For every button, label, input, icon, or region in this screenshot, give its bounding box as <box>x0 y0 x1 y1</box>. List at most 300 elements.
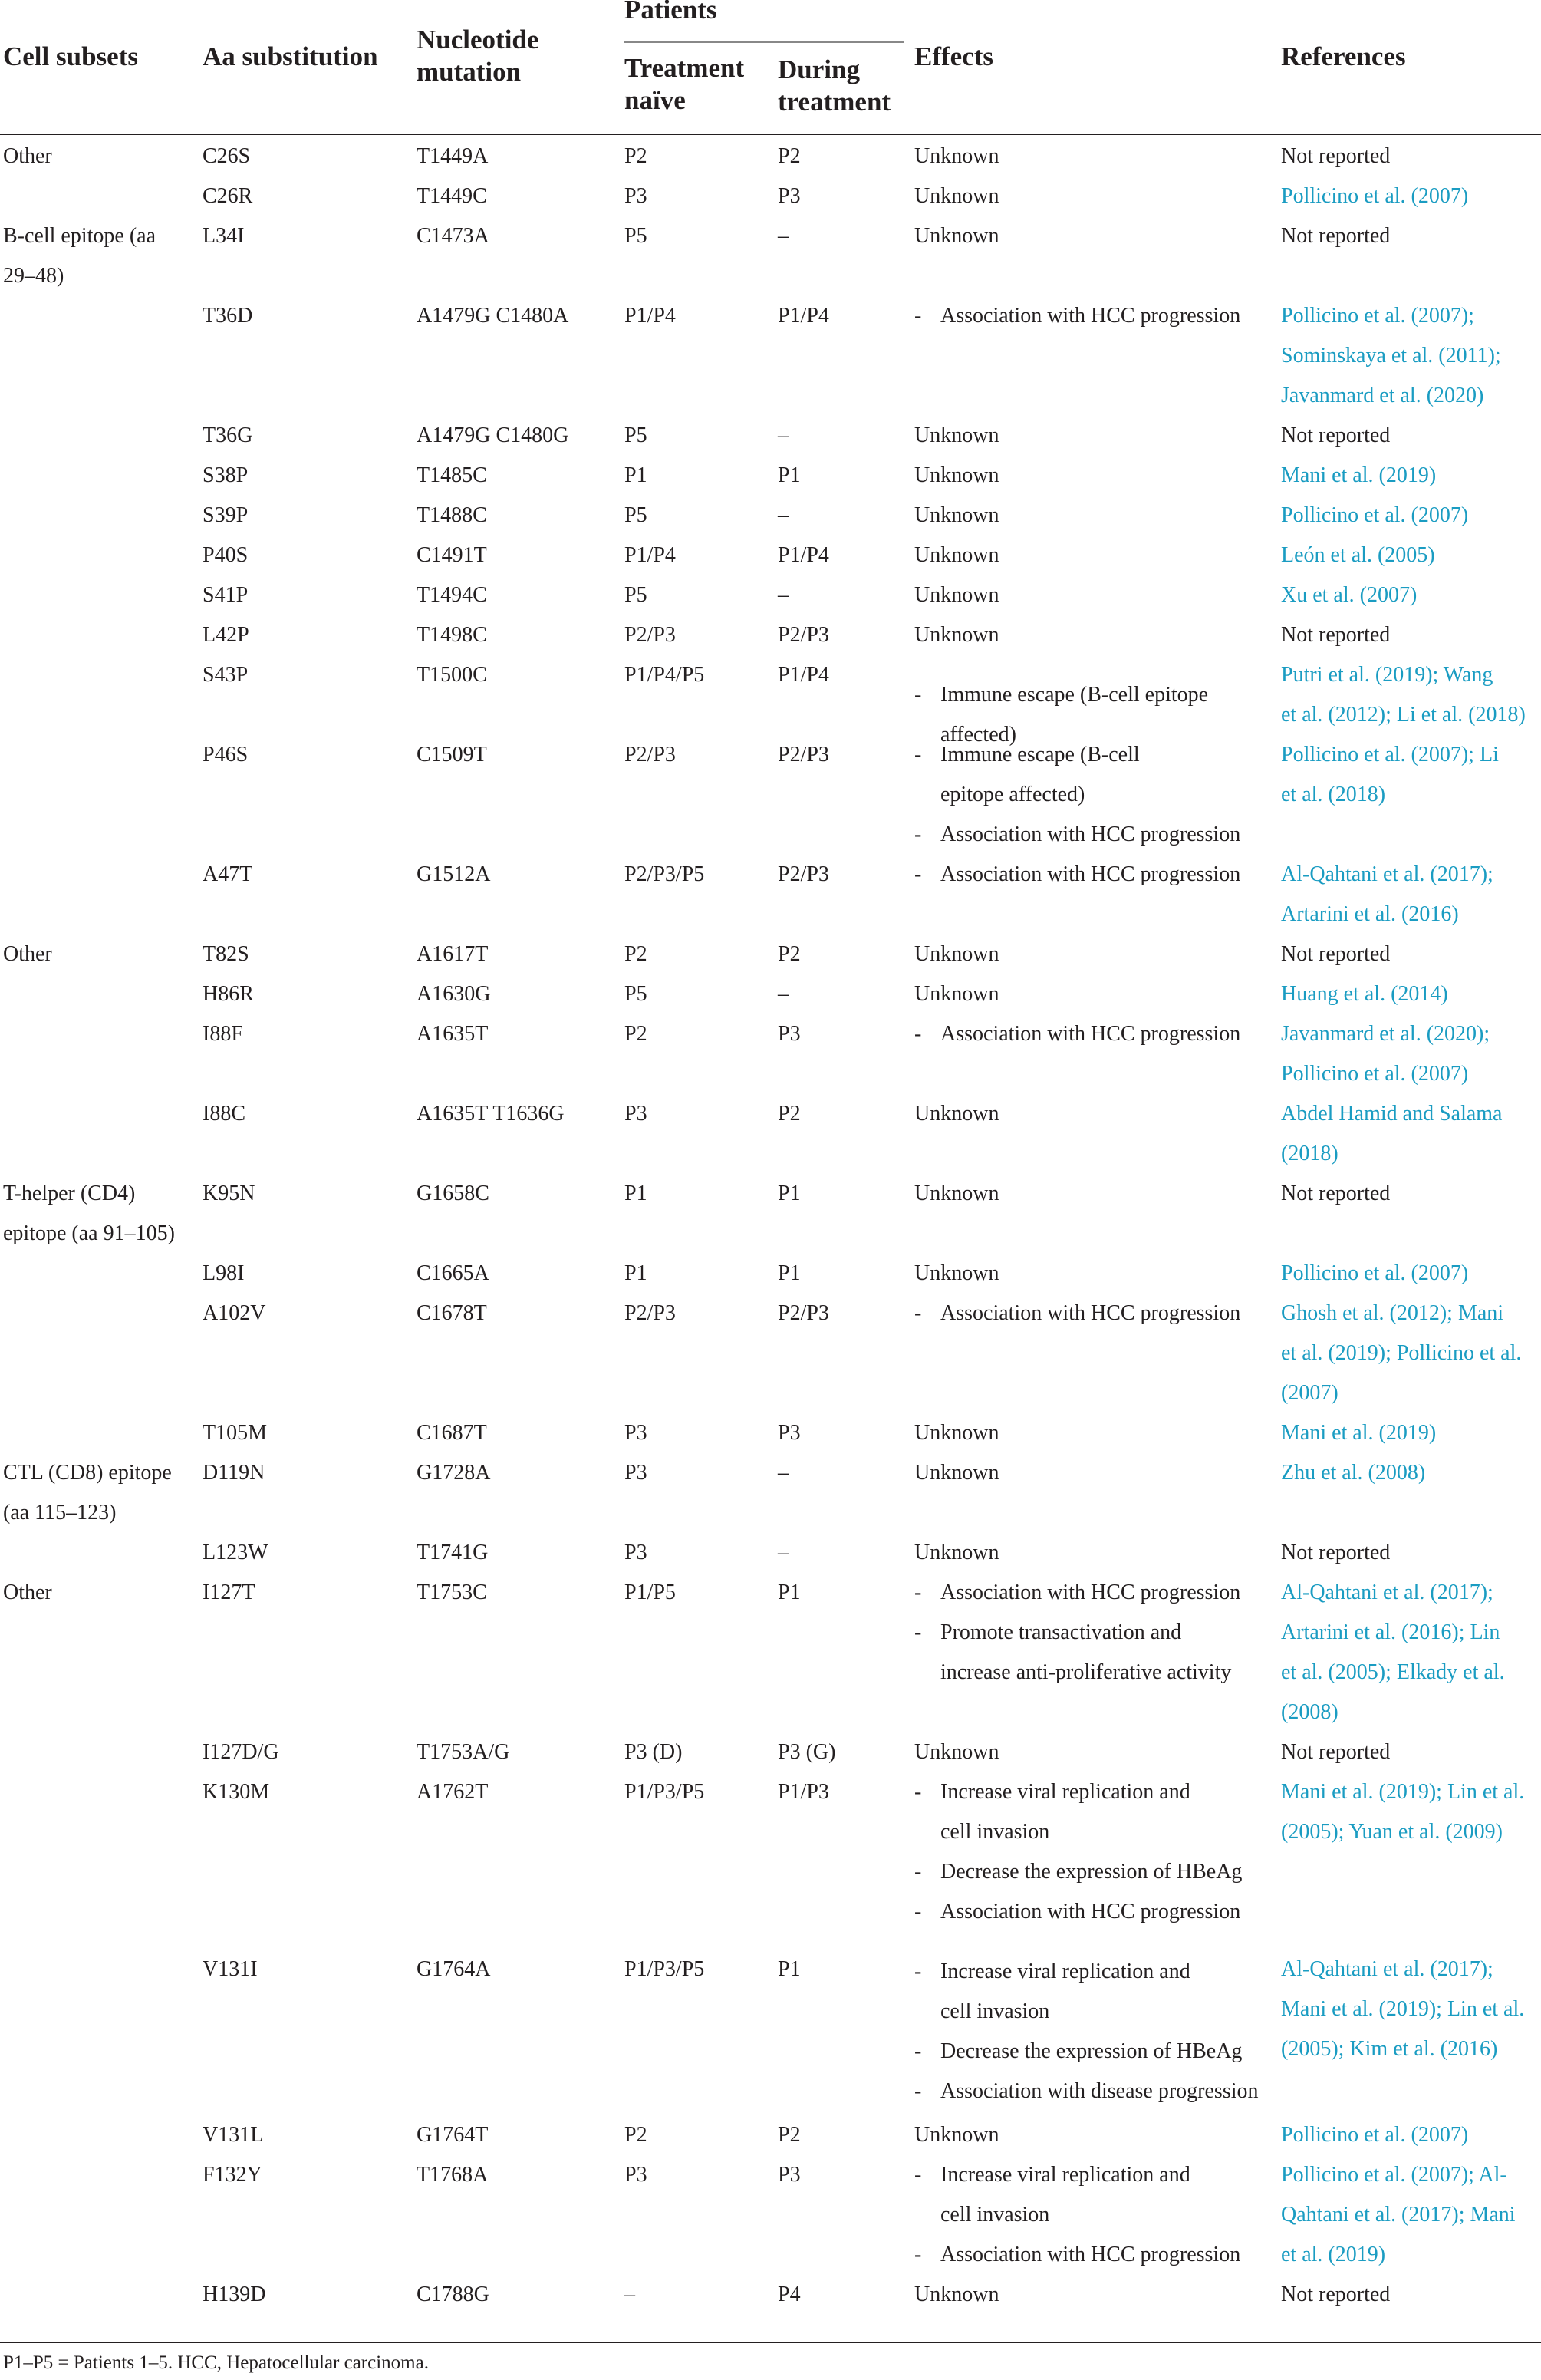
table-row <box>0 1413 1541 1453</box>
effect-item <box>914 855 1275 895</box>
reference-link[interactable]: Mani et al. (2019); Lin et al. <box>1281 1997 1525 2022</box>
cell-aa-substitution: L123W <box>203 1541 268 1564</box>
reference-text: Not reported <box>1281 942 1391 966</box>
cell-effects <box>914 176 1275 216</box>
cell-subset <box>3 935 195 974</box>
effect-bullet: - <box>914 1780 922 1804</box>
cell-treatment-naive: P1 <box>624 1182 647 1205</box>
effect-item-text: increase anti-proliferative activity <box>940 1660 1232 1684</box>
cell-effects <box>914 855 1275 895</box>
cell-references <box>1281 176 1538 216</box>
effect-item <box>914 296 1275 336</box>
cell-references <box>1281 1772 1538 1852</box>
cell-effects <box>914 1174 1275 1214</box>
cell-aa-substitution: L98I <box>203 1261 245 1285</box>
cell-aa-substitution: D119N <box>203 1461 265 1485</box>
reference-text: Not reported <box>1281 1182 1391 1205</box>
effect-text: Unknown <box>914 942 999 966</box>
table-bottom-rule <box>0 2342 1541 2343</box>
table-row <box>0 1573 1541 1732</box>
cell-effects <box>914 1772 1275 1932</box>
reference-text: Not reported <box>1281 144 1391 168</box>
effect-item <box>914 815 1275 855</box>
cell-effects <box>914 456 1275 496</box>
cell-nucleotide-mutation: T1494C <box>417 583 487 607</box>
reference-link[interactable]: Pollicino et al. (2007) <box>1281 2123 1469 2148</box>
reference-link[interactable]: Pollicino et al. (2007); Al- <box>1281 2163 1507 2187</box>
effect-item <box>914 1772 1275 1852</box>
cell-aa-substitution: S38P <box>203 463 249 487</box>
cell-nucleotide-mutation: T1768A <box>417 2163 489 2187</box>
cell-aa-substitution: C26S <box>203 144 251 168</box>
effect-bullet: - <box>914 1620 922 1644</box>
cell-aa-substitution: I88C <box>203 1102 245 1126</box>
cell-during-treatment: P2/P3 <box>778 1301 829 1325</box>
effect-bullet: - <box>914 1022 922 1046</box>
effect-bullet: - <box>914 862 922 886</box>
table-footnote: P1–P5 = Patients 1–5. HCC, Hepatocellular carcinoma. <box>3 2352 429 2373</box>
cell-references <box>1281 137 1538 176</box>
effect-item-text: Association with HCC progression <box>940 2243 1241 2267</box>
reference-link[interactable]: Pollicino et al. (2007); Li <box>1281 743 1499 766</box>
cell-effects <box>914 1533 1275 1573</box>
effect-item-text: Promote transactivation and <box>940 1620 1182 1644</box>
cell-nucleotide-mutation: C1678T <box>417 1301 487 1325</box>
cell-references <box>1281 216 1538 256</box>
cell-treatment-naive: P2 <box>624 1022 647 1046</box>
reference-link[interactable]: Zhu et al. (2008) <box>1281 1461 1426 1485</box>
effect-text: Unknown <box>914 224 999 248</box>
effect-item <box>914 1852 1275 1892</box>
patients-divider <box>624 41 904 43</box>
reference-link[interactable]: Sominskaya et al. (2011); <box>1281 344 1501 368</box>
cell-references <box>1281 416 1538 456</box>
reference-link[interactable]: Putri et al. (2019); Wang <box>1281 663 1493 687</box>
cell-references <box>1281 1573 1538 1732</box>
cell-during-treatment: P3 <box>778 1022 801 1046</box>
cell-nucleotide-mutation: G1764T <box>417 2123 489 2148</box>
cell-references <box>1281 1094 1538 1174</box>
reference-link[interactable]: Mani et al. (2019); Lin et al. <box>1281 1780 1525 1804</box>
header-references: References <box>1281 41 1406 71</box>
cell-treatment-naive: P3 <box>624 1421 647 1445</box>
cell-treatment-naive: P5 <box>624 583 647 607</box>
reference-link[interactable]: Pollicino et al. (2007) <box>1281 503 1469 527</box>
cell-nucleotide-mutation: A1635T <box>417 1022 489 1046</box>
effect-text: Unknown <box>914 1541 999 1564</box>
reference-text: Not reported <box>1281 623 1391 647</box>
cell-effects <box>914 1413 1275 1453</box>
cell-references <box>1281 615 1538 655</box>
reference-link[interactable]: et al. (2012); Li et al. (2018) <box>1281 703 1526 727</box>
cell-effects <box>914 2115 1275 2155</box>
table-row <box>0 496 1541 536</box>
effect-bullet: - <box>914 1860 922 1884</box>
table-row <box>0 575 1541 615</box>
table-row <box>0 1772 1541 1950</box>
cell-subset <box>3 1573 195 1613</box>
effect-item <box>914 2032 1275 2072</box>
cell-during-treatment: – <box>778 424 789 447</box>
table-row <box>0 1950 1541 2115</box>
table-row <box>0 655 1541 747</box>
cell-effects <box>914 1094 1275 1134</box>
cell-references <box>1281 655 1538 735</box>
cell-during-treatment: – <box>778 224 789 248</box>
effect-item <box>914 1892 1275 1932</box>
header-during-treatment-1: During <box>778 54 860 84</box>
cell-treatment-naive: P3 <box>624 2163 647 2187</box>
cell-treatment-naive: P1 <box>624 1261 647 1285</box>
cell-nucleotide-mutation: T1500C <box>417 663 487 687</box>
table-row <box>0 1294 1541 1413</box>
cell-nucleotide-mutation: G1512A <box>417 862 491 886</box>
cell-effects <box>914 935 1275 974</box>
cell-effects <box>914 1294 1275 1333</box>
cell-aa-substitution: V131L <box>203 2123 264 2148</box>
cell-aa-substitution: I88F <box>203 1022 243 1046</box>
reference-link[interactable]: Javanmard et al. (2020) <box>1281 384 1484 407</box>
table-row <box>0 416 1541 456</box>
header-patients: Patients <box>624 0 717 25</box>
cell-aa-substitution: K130M <box>203 1780 270 1804</box>
cell-treatment-naive: P3 <box>624 1461 647 1485</box>
cell-treatment-naive: P5 <box>624 224 647 248</box>
cell-effects <box>914 1254 1275 1294</box>
cell-during-treatment: P3 <box>778 1421 801 1445</box>
effect-bullet: - <box>914 1301 922 1325</box>
cell-effects <box>914 575 1275 615</box>
reference-text: Not reported <box>1281 1541 1391 1564</box>
reference-link[interactable]: et al. (2019) <box>1281 2243 1386 2267</box>
effect-bullet: - <box>914 1900 922 1923</box>
effect-item <box>914 2155 1275 2235</box>
cell-effects <box>914 2275 1275 2315</box>
effect-text: Unknown <box>914 623 999 647</box>
cell-aa-substitution: I127T <box>203 1581 255 1604</box>
cell-during-treatment: P2/P3 <box>778 743 829 766</box>
cell-subset <box>3 137 195 176</box>
cell-during-treatment: P1/P4 <box>778 543 829 567</box>
cell-references <box>1281 974 1538 1014</box>
cell-effects <box>914 296 1275 336</box>
cell-references <box>1281 1732 1538 1772</box>
cell-references <box>1281 1294 1538 1413</box>
cell-during-treatment: P1/P3 <box>778 1780 829 1804</box>
cell-effects <box>914 1453 1275 1493</box>
cell-subset-line: (aa 115–123) <box>3 1501 117 1525</box>
table-row <box>0 1254 1541 1294</box>
effect-item-text: Immune escape (B-cell epitope <box>940 683 1209 707</box>
reference-link[interactable]: Artarini et al. (2016) <box>1281 902 1459 926</box>
cell-references <box>1281 1413 1538 1453</box>
cell-subset-line: Other <box>3 144 52 168</box>
cell-references <box>1281 1950 1538 2069</box>
cell-during-treatment: P1 <box>778 1581 801 1604</box>
cell-during-treatment: P2 <box>778 144 801 168</box>
cell-effects <box>914 1732 1275 1772</box>
cell-subset-line: Other <box>3 1581 52 1604</box>
cell-during-treatment: P2 <box>778 2123 801 2148</box>
cell-aa-substitution: A47T <box>203 862 253 886</box>
effect-bullet: - <box>914 2243 922 2267</box>
reference-link[interactable]: (2005); Yuan et al. (2009) <box>1281 1820 1503 1844</box>
cell-aa-substitution: S41P <box>203 583 249 607</box>
reference-link[interactable]: (2008) <box>1281 1700 1338 1724</box>
cell-treatment-naive: P3 <box>624 184 647 208</box>
reference-text: Not reported <box>1281 224 1391 248</box>
cell-nucleotide-mutation: A1762T <box>417 1780 489 1804</box>
cell-treatment-naive: P3 <box>624 1541 647 1564</box>
cell-references <box>1281 456 1538 496</box>
cell-during-treatment: P3 <box>778 2163 801 2187</box>
cell-treatment-naive: – <box>624 2283 635 2307</box>
effect-item-text: Increase viral replication and <box>940 1780 1190 1804</box>
cell-during-treatment: P1 <box>778 1957 801 1982</box>
reference-link[interactable]: Qahtani et al. (2017); Mani <box>1281 2203 1516 2227</box>
cell-subset <box>3 1453 195 1533</box>
cell-references <box>1281 1174 1538 1214</box>
cell-nucleotide-mutation: A1635T T1636G <box>417 1102 565 1126</box>
cell-references <box>1281 855 1538 935</box>
header-treatment-naive-2: naïve <box>624 85 686 115</box>
cell-during-treatment: P1/P4 <box>778 304 829 328</box>
cell-effects <box>914 735 1275 855</box>
effect-item-text: affected) <box>940 723 1016 747</box>
cell-effects <box>914 1952 1275 2111</box>
effect-text: Unknown <box>914 1182 999 1205</box>
effect-bullet: - <box>914 683 922 707</box>
reference-link[interactable]: (2018) <box>1281 1142 1338 1165</box>
cell-references <box>1281 536 1538 575</box>
cell-treatment-naive: P2/P3 <box>624 1301 676 1325</box>
table-row <box>0 855 1541 935</box>
effect-text: Unknown <box>914 1461 999 1485</box>
cell-treatment-naive: P3 (D) <box>624 1740 683 1764</box>
effect-item <box>914 1952 1275 2032</box>
reference-link[interactable]: Huang et al. (2014) <box>1281 982 1448 1006</box>
cell-during-treatment: P1 <box>778 1261 801 1285</box>
reference-link[interactable]: Pollicino et al. (2007) <box>1281 1062 1469 1086</box>
effect-text: Unknown <box>914 1740 999 1764</box>
effect-text: Unknown <box>914 2123 999 2148</box>
reference-text: Not reported <box>1281 1740 1391 1764</box>
effect-text: Unknown <box>914 1102 999 1126</box>
cell-aa-substitution: H86R <box>203 982 254 1006</box>
reference-link[interactable]: Al-Qahtani et al. (2017); <box>1281 1957 1493 1982</box>
cell-effects <box>914 137 1275 176</box>
cell-references <box>1281 575 1538 615</box>
table-row <box>0 974 1541 1014</box>
cell-references <box>1281 935 1538 974</box>
cell-treatment-naive: P2/P3/P5 <box>624 862 705 886</box>
effect-item-text: Association with HCC progression <box>940 1581 1241 1604</box>
cell-during-treatment: – <box>778 982 789 1006</box>
cell-nucleotide-mutation: A1479G C1480G <box>417 424 569 447</box>
cell-effects <box>914 536 1275 575</box>
effect-item-text: Association with HCC progression <box>940 862 1241 886</box>
cell-effects <box>914 496 1275 536</box>
reference-link[interactable]: Pollicino et al. (2007); <box>1281 304 1474 328</box>
cell-nucleotide-mutation: G1728A <box>417 1461 491 1485</box>
cell-nucleotide-mutation: T1488C <box>417 503 487 527</box>
cell-subset-line: T-helper (CD4) <box>3 1182 136 1205</box>
cell-during-treatment: P1/P4 <box>778 663 829 687</box>
cell-aa-substitution: P46S <box>203 743 249 766</box>
cell-during-treatment: P1 <box>778 1182 801 1205</box>
cell-references <box>1281 2275 1538 2315</box>
cell-during-treatment: P3 <box>778 184 801 208</box>
reference-link[interactable]: Pollicino et al. (2007) <box>1281 184 1469 208</box>
cell-during-treatment: P2 <box>778 942 801 966</box>
effect-bullet: - <box>914 2163 922 2187</box>
table-row <box>0 2115 1541 2155</box>
effect-item <box>914 1573 1275 1613</box>
cell-nucleotide-mutation: G1658C <box>417 1182 489 1205</box>
effect-bullet: - <box>914 743 922 766</box>
reference-link[interactable]: Javanmard et al. (2020); <box>1281 1022 1490 1046</box>
table-header <box>0 0 1541 135</box>
cell-treatment-naive: P5 <box>624 503 647 527</box>
cell-nucleotide-mutation: G1764A <box>417 1957 491 1982</box>
reference-link[interactable]: Ghosh et al. (2012); Mani <box>1281 1301 1504 1325</box>
reference-link[interactable]: et al. (2019); Pollicino et al. <box>1281 1341 1522 1365</box>
reference-link[interactable]: et al. (2018) <box>1281 783 1386 806</box>
cell-subset <box>3 216 195 296</box>
effect-item-text: Association with HCC progression <box>940 822 1241 846</box>
cell-nucleotide-mutation: A1617T <box>417 942 489 966</box>
cell-references <box>1281 735 1538 815</box>
cell-nucleotide-mutation: C1665A <box>417 1261 489 1285</box>
cell-references <box>1281 1453 1538 1493</box>
table-row <box>0 296 1541 416</box>
cell-aa-substitution: T36D <box>203 304 253 328</box>
cell-aa-substitution: F132Y <box>203 2163 262 2187</box>
cell-subset <box>3 1174 195 1254</box>
header-aa-substitution: Aa substitution <box>203 41 378 71</box>
reference-link[interactable]: (2005); Kim et al. (2016) <box>1281 2037 1498 2062</box>
cell-effects <box>914 615 1275 655</box>
cell-aa-substitution: C26R <box>203 184 253 208</box>
effect-bullet: - <box>914 1581 922 1604</box>
cell-subset-line: CTL (CD8) epitope <box>3 1461 172 1485</box>
cell-aa-substitution: K95N <box>203 1182 255 1205</box>
cell-during-treatment: – <box>778 1461 789 1485</box>
cell-aa-substitution: P40S <box>203 543 249 567</box>
cell-aa-substitution: V131I <box>203 1957 258 1982</box>
effect-item <box>914 2072 1275 2111</box>
header-nucleotide-mutation-2: mutation <box>417 57 522 87</box>
effect-item-text: cell invasion <box>940 2203 1050 2227</box>
cell-treatment-naive: P1 <box>624 463 647 487</box>
effect-item-text: Increase viral replication and <box>940 2163 1190 2187</box>
cell-references <box>1281 2115 1538 2155</box>
effect-text: Unknown <box>914 2283 999 2307</box>
reference-link[interactable]: Artarini et al. (2016); Lin <box>1281 1620 1500 1644</box>
effect-item-text: Association with disease progression <box>940 2078 1259 2103</box>
cell-during-treatment: – <box>778 583 789 607</box>
effect-item-text: Immune escape (B-cell <box>940 743 1140 766</box>
reference-link[interactable]: (2007) <box>1281 1381 1338 1405</box>
cell-nucleotide-mutation: A1630G <box>417 982 491 1006</box>
cell-nucleotide-mutation: T1498C <box>417 623 487 647</box>
reference-link[interactable]: León et al. (2005) <box>1281 543 1435 567</box>
cell-effects <box>914 216 1275 256</box>
cell-references <box>1281 1254 1538 1294</box>
table-row <box>0 1014 1541 1094</box>
effect-item-text: Association with HCC progression <box>940 1301 1241 1325</box>
table-row <box>0 137 1541 176</box>
reference-link[interactable]: Al-Qahtani et al. (2017); <box>1281 862 1493 886</box>
reference-link[interactable]: Pollicino et al. (2007) <box>1281 1261 1469 1285</box>
table-row <box>0 1094 1541 1174</box>
cell-treatment-naive: P1/P3/P5 <box>624 1780 705 1804</box>
reference-link[interactable]: Mani et al. (2019) <box>1281 1421 1437 1445</box>
reference-link[interactable]: et al. (2005); Elkady et al. <box>1281 1660 1505 1684</box>
cell-nucleotide-mutation: C1509T <box>417 743 487 766</box>
cell-treatment-naive: P2/P3 <box>624 623 676 647</box>
reference-link[interactable]: Al-Qahtani et al. (2017); <box>1281 1581 1493 1604</box>
effect-text: Unknown <box>914 184 999 208</box>
cell-aa-substitution: T105M <box>203 1421 267 1445</box>
effect-item-text: cell invasion <box>940 1999 1050 2023</box>
effect-text: Unknown <box>914 144 999 168</box>
table-row <box>0 536 1541 575</box>
cell-subset-line: epitope (aa 91–105) <box>3 1221 175 1245</box>
cell-references <box>1281 1014 1538 1094</box>
header-during-treatment-2: treatment <box>778 87 891 117</box>
reference-link[interactable]: Xu et al. (2007) <box>1281 583 1418 607</box>
cell-treatment-naive: P2 <box>624 942 647 966</box>
cell-subset-line: B-cell epitope (aa <box>3 224 156 248</box>
reference-text: Not reported <box>1281 2283 1391 2307</box>
effect-item-text: epitope affected) <box>940 783 1085 806</box>
effect-item-text: Increase viral replication and <box>940 1959 1190 1983</box>
cell-references <box>1281 1533 1538 1573</box>
cell-treatment-naive: P1/P4 <box>624 304 676 328</box>
cell-nucleotide-mutation: C1788G <box>417 2283 489 2307</box>
cell-nucleotide-mutation: T1449C <box>417 184 487 208</box>
cell-references <box>1281 496 1538 536</box>
cell-subset-line: Other <box>3 942 52 966</box>
header-cell-subsets: Cell subsets <box>3 41 138 71</box>
cell-treatment-naive: P3 <box>624 1102 647 1126</box>
cell-aa-substitution: I127D/G <box>203 1740 279 1764</box>
effect-item-text: Association with HCC progression <box>940 304 1241 328</box>
cell-treatment-naive: P1/P3/P5 <box>624 1957 705 1982</box>
table-row <box>0 176 1541 216</box>
effect-text: Unknown <box>914 503 999 527</box>
cell-aa-substitution: L34I <box>203 224 245 248</box>
cell-references <box>1281 296 1538 416</box>
effect-text: Unknown <box>914 982 999 1006</box>
cell-during-treatment: P2/P3 <box>778 623 829 647</box>
table-row <box>0 2155 1541 2275</box>
cell-during-treatment: – <box>778 1541 789 1564</box>
cell-effects <box>914 974 1275 1014</box>
cell-aa-substitution: T36G <box>203 424 253 447</box>
cell-effects <box>914 416 1275 456</box>
reference-link[interactable]: Mani et al. (2019) <box>1281 463 1437 487</box>
effect-item-text: cell invasion <box>940 1820 1050 1844</box>
cell-nucleotide-mutation: A1479G C1480A <box>417 304 569 328</box>
effect-text: Unknown <box>914 583 999 607</box>
reference-link[interactable]: Abdel Hamid and Salama <box>1281 1102 1503 1126</box>
table-row <box>0 935 1541 974</box>
cell-nucleotide-mutation: T1485C <box>417 463 487 487</box>
effect-item-text: Association with HCC progression <box>940 1900 1241 1923</box>
effect-text: Unknown <box>914 543 999 567</box>
